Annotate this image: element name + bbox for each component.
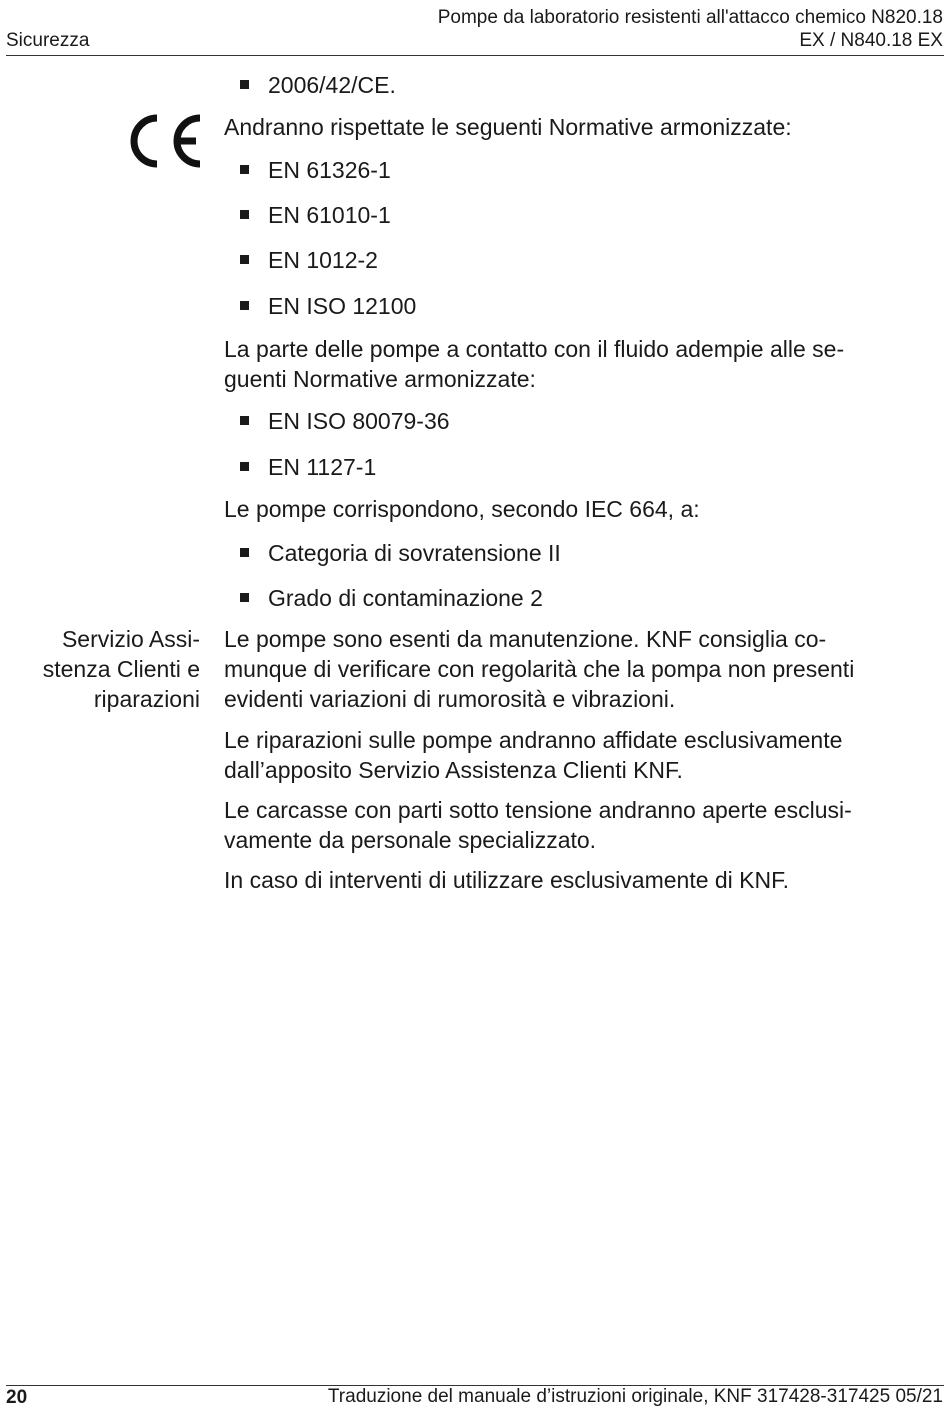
paragraph-repairs: [224, 725, 942, 785]
list-item-text: 2006/42/CE.: [268, 72, 396, 98]
heading-line: stenza Clienti e: [42, 656, 200, 682]
header-document-title: [343, 6, 943, 52]
paragraph-interventions: In caso di interventi di utilizzare esclusivamente di KNF.: [224, 867, 790, 893]
heading-line: riparazioni: [93, 686, 200, 712]
square-bullet-icon: [240, 255, 249, 264]
list-item-text: EN 1012-2: [268, 247, 378, 273]
paragraph-line: dall’apposito Servizio Assistenza Clienti KNF.: [224, 757, 683, 783]
list-item-text: EN 1127-1: [268, 454, 377, 480]
heading-line: Servizio Assi-: [61, 626, 200, 652]
paragraph-housings: [224, 795, 942, 855]
list-item-text: Grado di contaminazione 2: [268, 585, 543, 611]
paragraph-line: evidenti variazioni di rumorosità e vibrazioni.: [224, 686, 676, 712]
header-title-line-1: Pompe da laboratorio resistenti all'attacco chemico N820.18: [437, 7, 943, 28]
paragraph-line: Le pompe sono esenti da manutenzione. KNF consiglia co-: [224, 626, 827, 652]
paragraph-maintenance: [224, 624, 942, 714]
square-bullet-icon: [240, 416, 249, 425]
square-bullet-icon: [240, 165, 249, 174]
square-bullet-icon: [240, 548, 249, 557]
paragraph-iec: Le pompe corrispondono, secondo IEC 664, a:: [224, 496, 700, 522]
list-item-text: EN 61010-1: [268, 202, 391, 228]
list-item-text: EN ISO 12100: [268, 293, 417, 319]
paragraph-line: Le riparazioni sulle pompe andranno affidate esclusivamente: [224, 727, 843, 753]
paragraph-line: Le carcasse con parti sotto tensione andranno aperte esclusi-: [224, 797, 852, 823]
ce-mark-icon: [124, 110, 208, 172]
square-bullet-icon: [240, 210, 249, 219]
paragraph-line: vamente da personale specializzato.: [224, 827, 597, 853]
square-bullet-icon: [240, 462, 249, 471]
list-item-text: Categoria di sovratensione II: [268, 540, 561, 566]
paragraph-line: guenti Normative armonizzate:: [224, 366, 536, 392]
square-bullet-icon: [240, 301, 249, 310]
list-item-text: EN ISO 80079-36: [268, 408, 450, 434]
section-heading-customer-service: [10, 624, 200, 714]
header-divider: [6, 55, 944, 56]
paragraph-harmonized-standards: Andranno rispettate le seguenti Normative armonizzate:: [224, 114, 792, 140]
footer-document-reference: Traduzione del manuale d’istruzioni originale, KNF 317428-317425 05/21: [327, 1386, 943, 1407]
page-number: 20: [6, 1387, 28, 1408]
square-bullet-icon: [240, 80, 249, 89]
list-item-text: EN 61326-1: [268, 157, 391, 183]
square-bullet-icon: [240, 593, 249, 602]
header-title-line-2: EX / N840.18 EX: [799, 30, 943, 51]
paragraph-fluid-contact: [224, 334, 942, 394]
header-section-label: Sicurezza: [6, 30, 90, 51]
paragraph-line: munque di verificare con regolarità che la pompa non presenti: [224, 656, 855, 682]
paragraph-line: La parte delle pompe a contatto con il fluido adempie alle se-: [224, 336, 845, 362]
